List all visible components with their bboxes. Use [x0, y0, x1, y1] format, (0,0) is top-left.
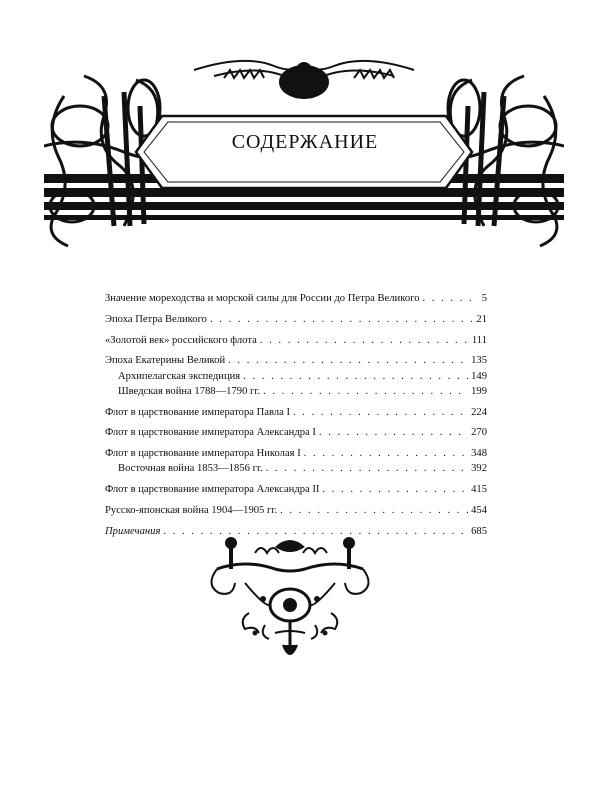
header-ornament [44, 56, 564, 252]
toc-page-number: 149 [471, 370, 487, 382]
toc-entry-title: Восточная война 1853—1856 гг. [118, 463, 263, 475]
toc-page-number: 111 [471, 334, 487, 346]
toc-subentry [105, 369, 487, 384]
toc-leader-dots [304, 446, 468, 461]
toc-entry [105, 291, 487, 306]
toc-entry-title: «Золотой век» российского флота [105, 334, 257, 346]
crest-ornament [194, 61, 414, 98]
toc-entry [105, 425, 487, 440]
toc-entry-title: Шведская война 1788—1790 гг. [118, 385, 261, 397]
toc-page-number: 348 [471, 448, 487, 460]
toc-leader-dots [280, 503, 468, 518]
toc-page-number: 21 [476, 313, 487, 325]
toc-entry-title: Флот в царствование императора Александра I [105, 427, 316, 439]
toc-leader-dots [266, 461, 468, 476]
toc-leader-dots [228, 353, 468, 368]
toc-leader-dots [322, 482, 468, 497]
toc-leader-dots [319, 425, 468, 440]
toc-leader-dots [293, 405, 468, 420]
toc-subentry [105, 461, 487, 476]
toc-entry [105, 405, 487, 420]
toc-page-number: 224 [471, 406, 487, 418]
toc-page-number: 270 [471, 427, 487, 439]
toc-leader-dots [263, 384, 468, 399]
page-title: СОДЕРЖАНИЕ [231, 131, 379, 153]
toc-page-number: 5 [481, 293, 487, 304]
toc-page-number: 454 [471, 504, 487, 516]
toc-leader-dots [210, 312, 473, 327]
toc-entry [105, 312, 487, 327]
toc-entry-title: Русско-японская война 1904—1905 гг. [105, 504, 278, 516]
toc-leader-dots [260, 333, 469, 348]
toc-page-number: 392 [471, 463, 487, 475]
toc-entry-title: Флот в царствование императора Павла I [105, 406, 290, 418]
toc-entry-title: Эпоха Петра Великого [105, 313, 207, 325]
decorative-vignette [205, 533, 375, 665]
toc-entry [105, 353, 487, 368]
toc-entry-title: Архипелагская экспедиция [118, 370, 241, 382]
toc-entry-title: Примечания [105, 525, 161, 537]
toc-entry [105, 503, 487, 518]
toc-subentry [105, 384, 487, 399]
toc-entry [105, 333, 487, 348]
toc-entry-title: Флот в царствование императора Николая I [105, 448, 301, 460]
toc-leader-dots [423, 291, 479, 306]
toc-page-number: 199 [471, 385, 487, 397]
toc-entry [105, 482, 487, 497]
toc-leader-dots [243, 369, 468, 384]
toc-entry-title: Эпоха Екатерины Великой [105, 355, 226, 367]
toc-entry [105, 446, 487, 461]
toc-page-number: 135 [471, 355, 487, 367]
table-of-contents [105, 291, 487, 539]
toc-entry-title: Флот в царствование императора Александра II [105, 484, 320, 496]
toc-entry-title: Значение мореходства и морской силы для России до Петра Великого [105, 293, 420, 304]
toc-page-number: 685 [471, 525, 487, 537]
toc-page-number: 415 [471, 484, 487, 496]
